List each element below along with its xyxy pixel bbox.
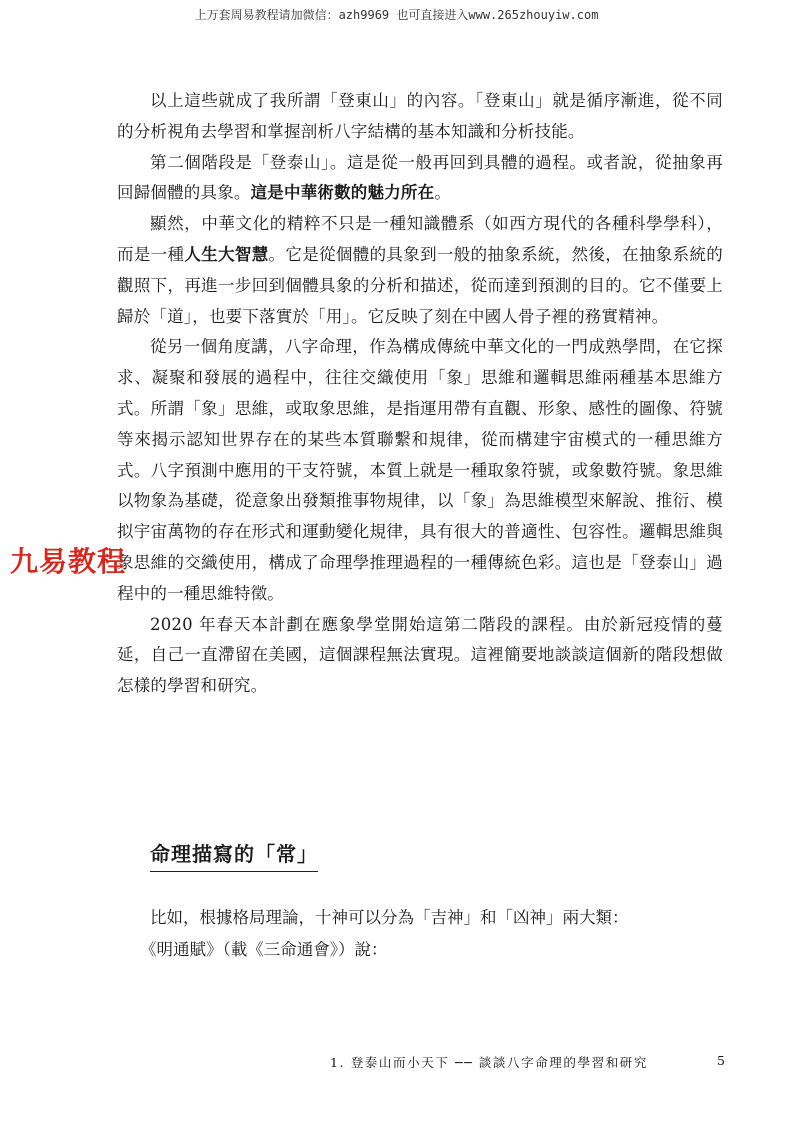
page-number: 5 <box>717 1053 725 1068</box>
section-title: 命理描寫的「常」 <box>150 838 318 872</box>
body-text <box>117 86 723 702</box>
paragraph <box>117 332 723 609</box>
paragraph-text: 從另一個角度講，八字命理，作為構成傳統中華文化的一門成熟學問，在它探求、凝聚和發展的過程中，往往交織使用「象」思維和邏輯思維兩種基本思維方式。所謂「象」思維，或取象思維，是指運用帶有直觀、形象、感性的圖像、符號等來揭示認知世界存在的某些本質聯繫和規律，從而構建宇宙模式的一種思維方式。八字預測中應用的干支符號，本質上就是一種取象符號，或象數符號。象思維以物象為基礎，從意象出發類推事物規律，以「象」為思維模型來解說、推衍、模拟宇宙萬物的存在形式和運動變化規律，具有很大的普適性、包容性。邏輯思維與象思維的交織使用，構成了命理學推理過程的一種傳統色彩。這也是「登泰山」過程中的一種思維特徵。 <box>117 337 723 603</box>
paragraph <box>117 148 723 210</box>
header-note: 上万套周易教程请加微信：azh9969 也可直接进入www.265zhouyiw.com <box>194 8 599 22</box>
paragraph-text: 2020 年春天本計劃在應象學堂開始這第二階段的課程。由於新冠疫情的蔓延，自己一直滯留在美國，這個課程無法實現。這裡簡要地談談這個新的階段想做怎樣的學習和研究。 <box>117 614 723 696</box>
section-body <box>117 902 723 966</box>
paragraph: 比如，根據格局理論，十神可以分為「吉神」和「凶神」兩大類： <box>150 908 629 927</box>
paragraph: 《明通賦》（載《三命通會》）說： <box>140 940 388 959</box>
emphasis-text: 這是中華術數的魅力所在 <box>250 183 435 203</box>
footer-title: 1. 登泰山而小天下 ── 談談八字命理的學習和研究 <box>330 1055 648 1070</box>
paragraph-text: 以上這些就成了我所謂「登東山」的內容。「登東山」就是循序漸進，從不同的分析視角去學習和掌握剖析八字結構的基本知識和分析技能。 <box>117 91 723 141</box>
paragraph <box>117 209 723 332</box>
paragraph <box>117 86 723 148</box>
paragraph-text: 第二個階段是「登泰山」。這是從一般再回到具體的過程。或者說，從抽象再回歸個體的具象。 <box>117 152 723 203</box>
watermark-logo: 九易教程 <box>10 545 127 578</box>
emphasis-text: 人生大智慧 <box>184 244 269 264</box>
paragraph <box>117 610 723 702</box>
paragraph-text: 。它是從個體的具象到一般的抽象系統，然後，在抽象系統的觀照下，再進一步回到個體具象的分析和描述，從而達到預測的目的。它不僅要上歸於「道」，也要下落實於「用」。它反映了刻在中國人骨子裡的務實精神。 <box>117 244 723 326</box>
paragraph-text: 。 <box>434 183 452 203</box>
paragraph-text: 顯然，中華文化的精粹不只是一種知識體系（如西方現代的各種科學學科），而是一種 <box>117 214 723 264</box>
